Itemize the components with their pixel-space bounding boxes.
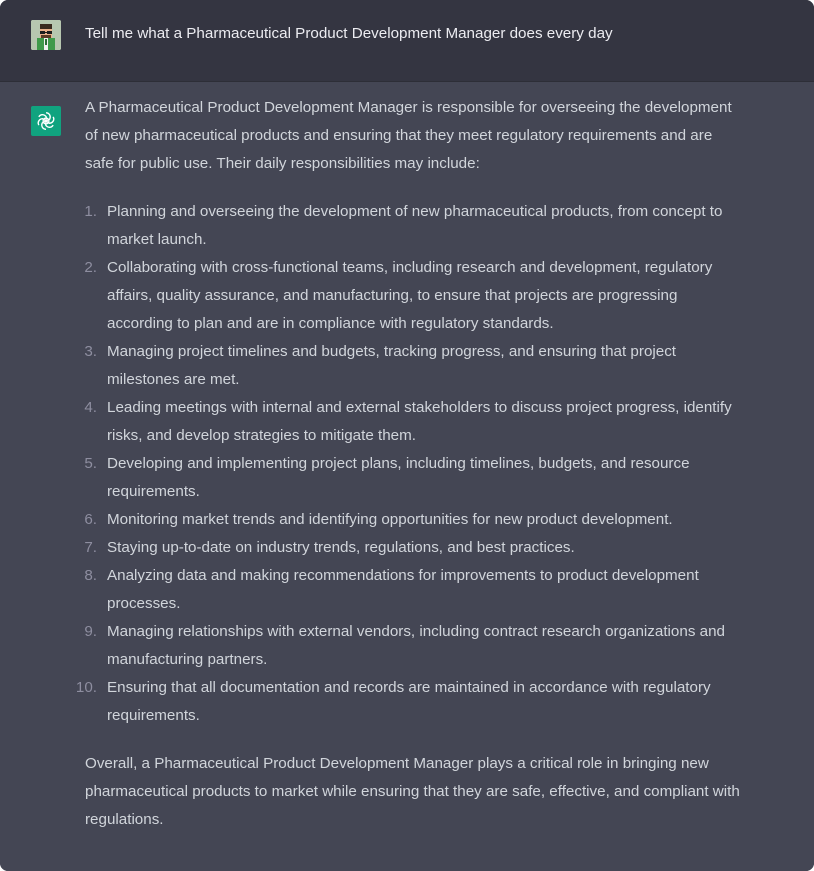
- user-avatar-icon: [31, 20, 61, 50]
- list-number: 9.: [84, 623, 97, 640]
- list-item-text: Analyzing data and making recommendations for improvements to product development processes.: [107, 567, 699, 612]
- list-number: 4.: [84, 399, 97, 416]
- assistant-message-row: [0, 82, 814, 871]
- list-item: [85, 618, 745, 674]
- list-number: 10.: [75, 679, 97, 696]
- list-number: 5.: [84, 455, 97, 472]
- list-item-text: Collaborating with cross-functional teams, including research and development, regulatory affairs, quality assurance, and manufacturing, to ensure that projects are progressing according to plan and are in compliance with regulatory standards.: [107, 259, 713, 332]
- list-item-text: Managing project timelines and budgets, tracking progress, and ensuring that project milestones are met.: [107, 343, 677, 388]
- responsibilities-list: [75, 198, 745, 730]
- assistant-conclusion: Overall, a Pharmaceutical Product Development Manager plays a critical role in bringing new pharmaceutical products to market while ensuring that they are safe, effective, and compliant with regulations.: [85, 755, 740, 828]
- list-item-text: Developing and implementing project plans, including timelines, budgets, and resource requirements.: [107, 455, 690, 500]
- list-item: [85, 506, 745, 534]
- list-item-text: Ensuring that all documentation and records are maintained in accordance with regulatory requirements.: [107, 679, 711, 724]
- list-item: [85, 338, 745, 394]
- list-item: [85, 534, 745, 562]
- user-message-row: [0, 0, 814, 82]
- list-item-text: Monitoring market trends and identifying opportunities for new product development.: [107, 511, 673, 528]
- user-message-text: Tell me what a Pharmaceutical Product Development Manager does every day: [85, 25, 613, 42]
- list-item: [85, 198, 745, 254]
- list-number: 3.: [84, 343, 97, 360]
- list-item-text: Staying up-to-date on industry trends, regulations, and best practices.: [107, 539, 575, 556]
- list-item-text: Leading meetings with internal and external stakeholders to discuss project progress, identify risks, and develop strategies to mitigate them.: [107, 399, 732, 444]
- list-number: 8.: [84, 567, 97, 584]
- list-item-text: Planning and overseeing the development of new pharmaceutical products, from concept to market launch.: [107, 203, 723, 248]
- assistant-message-text: [75, 94, 745, 834]
- list-item: [85, 450, 745, 506]
- list-item: [85, 254, 745, 338]
- openai-logo-icon: [31, 106, 61, 136]
- list-item: [85, 394, 745, 450]
- list-item: [75, 674, 745, 730]
- list-item-text: Managing relationships with external vendors, including contract research organizations and manufacturing partners.: [107, 623, 725, 668]
- assistant-intro: A Pharmaceutical Product Development Manager is responsible for overseeing the development of new pharmaceutical products and ensuring that they meet regulatory requirements and are safe for public use. Their daily responsibilities may include:: [85, 99, 732, 172]
- list-number: 7.: [84, 539, 97, 556]
- list-number: 1.: [84, 203, 97, 220]
- list-number: 6.: [84, 511, 97, 528]
- list-item: [85, 562, 745, 618]
- list-number: 2.: [84, 259, 97, 276]
